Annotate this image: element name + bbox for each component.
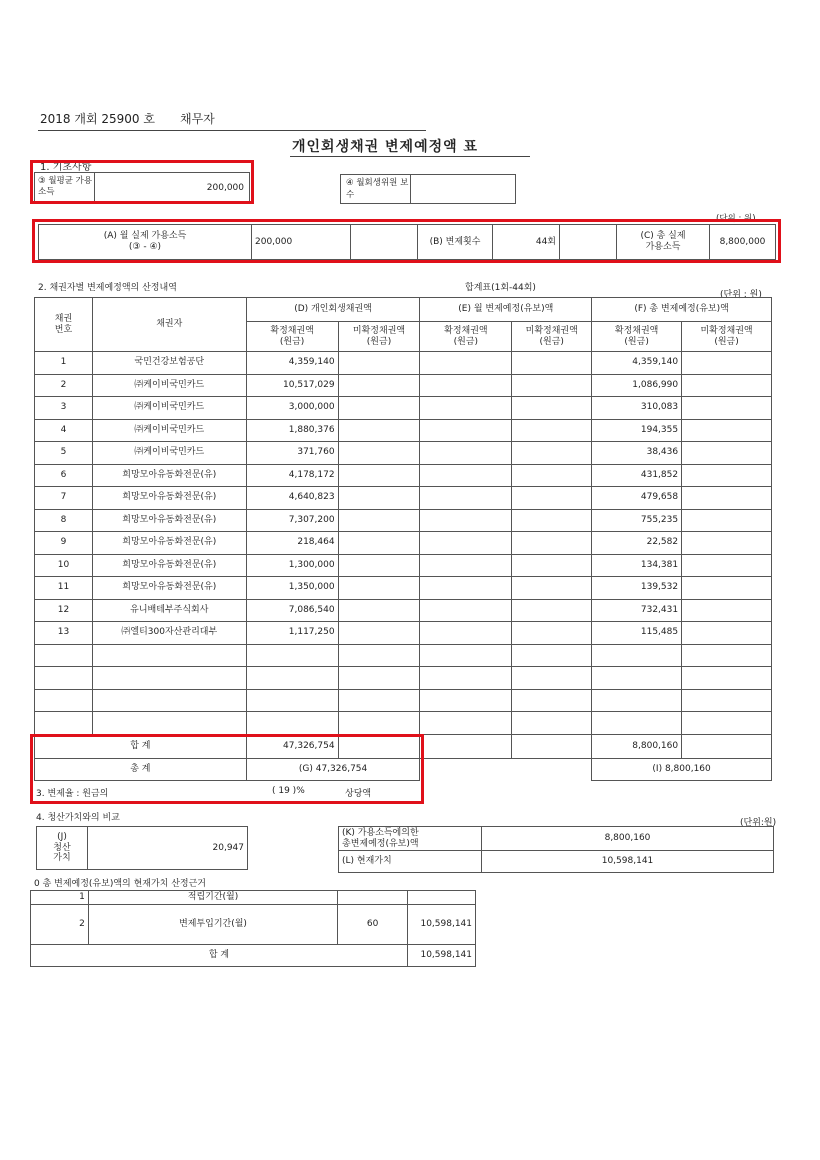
cell-col4 (420, 509, 512, 532)
sum-label: 합 계 (35, 734, 247, 758)
hdr-d-unconf-won: (원금) (366, 336, 392, 347)
cell-col4 (420, 397, 512, 420)
c-label-line1: (C) 총 실제 (640, 231, 686, 242)
cell-col5 (512, 509, 592, 532)
cell-d: 4,178,172 (246, 464, 338, 487)
total-g: (G) 47,326,754 (246, 758, 420, 780)
j-label-2: 청산 (53, 842, 71, 853)
total-i: (I) 8,800,160 (592, 758, 772, 780)
cell-f (592, 689, 682, 712)
b-blank (560, 225, 617, 260)
cell-col3 (338, 419, 420, 442)
cell-col7 (682, 487, 772, 510)
case-number: 2018 개회 25900 호 (40, 112, 155, 126)
cell-no: 1 (35, 352, 93, 375)
cell-no: 12 (35, 599, 93, 622)
hdr-d-conf: 확정채권액 (270, 325, 314, 336)
section1-unit: (단위 : 원) (716, 214, 756, 224)
table-row (35, 622, 772, 645)
cell-no (35, 644, 93, 667)
cell-col7 (682, 464, 772, 487)
l-value: 10,598,141 (482, 851, 774, 873)
pv-sum-label: 합 계 (31, 945, 408, 967)
cell-no: 2 (35, 374, 93, 397)
cell-col3 (338, 352, 420, 375)
cell-name: 희망모아유동화전문(유) (92, 487, 246, 510)
cell-col7 (682, 554, 772, 577)
cell-col5 (512, 532, 592, 555)
cell-d: 1,350,000 (246, 577, 338, 600)
a-label-line2: (③ - ④) (128, 242, 162, 252)
j-label (37, 827, 88, 870)
pv-row1-months (338, 891, 408, 905)
hdr-f-conf-won: (원금) (624, 336, 649, 347)
cell-f (592, 712, 682, 735)
hdr-e-conf-won: (원금) (453, 336, 479, 347)
cell-no (35, 712, 93, 735)
cell-col4 (420, 419, 512, 442)
table-row (35, 419, 772, 442)
cell-f (592, 644, 682, 667)
cell-f: 755,235 (592, 509, 682, 532)
cell-d (246, 712, 338, 735)
cell-name (92, 667, 246, 690)
table-row (35, 397, 772, 420)
cell-no: 3 (35, 397, 93, 420)
cell-col4 (420, 442, 512, 465)
liquidation-table (36, 826, 248, 870)
cell-f: 22,582 (592, 532, 682, 555)
cell-col3 (338, 554, 420, 577)
ratio-value: ( 19 )% (272, 786, 305, 796)
cell-col3 (338, 712, 420, 735)
cell-d: 7,086,540 (246, 599, 338, 622)
cell-d: 1,117,250 (246, 622, 338, 645)
cell-col5 (512, 689, 592, 712)
cell-f: 4,359,140 (592, 352, 682, 375)
table-row (35, 352, 772, 375)
cell-col4 (420, 374, 512, 397)
table-row (35, 599, 772, 622)
cell-no: 11 (35, 577, 93, 600)
cell-col7 (682, 712, 772, 735)
section2-unit: (단위 : 원) (720, 290, 762, 300)
pv-row1-label: 적립기간(월) (88, 891, 337, 905)
cell-col3 (338, 464, 420, 487)
page-title: 개인회생채권 변제예정액 표 (292, 139, 479, 155)
cell-d: 1,300,000 (246, 554, 338, 577)
cell-f: 115,485 (592, 622, 682, 645)
header-no (35, 298, 93, 352)
a-value: 200,000 (252, 225, 351, 260)
section4-title: 4. 청산가치와의 비교 (36, 813, 120, 823)
table-row (35, 667, 772, 690)
a-blank (351, 225, 418, 260)
cell-col4 (420, 577, 512, 600)
sum-e (420, 734, 512, 758)
cell-col7 (682, 622, 772, 645)
party-label: 채무자 (180, 112, 215, 126)
cell-col3 (338, 667, 420, 690)
cell-col4 (420, 554, 512, 577)
cell-f: 194,355 (592, 419, 682, 442)
header-e-confirmed (420, 322, 512, 352)
cell-col4 (420, 712, 512, 735)
sum-e-unconf (512, 734, 592, 758)
hdr-d-conf-won: (원금) (279, 336, 305, 347)
l-label: (L) 현재가치 (339, 851, 482, 873)
cell-name (92, 712, 246, 735)
hdr-f-conf: 확정채권액 (614, 325, 659, 336)
table-row (35, 487, 772, 510)
pv-row2-months: 60 (338, 905, 408, 945)
cell-col5 (512, 374, 592, 397)
monthly-income-divider (94, 172, 95, 202)
cell-col7 (682, 599, 772, 622)
sum-d: 47,326,754 (246, 734, 338, 758)
k-value: 8,800,160 (482, 827, 774, 851)
b-value: 44회 (493, 225, 560, 260)
cell-no (35, 667, 93, 690)
cell-f: 1,086,990 (592, 374, 682, 397)
cell-col7 (682, 509, 772, 532)
cell-col5 (512, 419, 592, 442)
cell-col7 (682, 689, 772, 712)
cell-d: 4,359,140 (246, 352, 338, 375)
table-row (35, 644, 772, 667)
title-rule (290, 156, 530, 157)
header-f-unconfirmed (682, 322, 772, 352)
cell-col4 (420, 487, 512, 510)
cell-col7 (682, 532, 772, 555)
creditor-table (34, 297, 772, 781)
trustee-fee-divider (410, 174, 411, 204)
cell-col5 (512, 352, 592, 375)
pv-row2-no: 2 (31, 905, 89, 945)
hdr-d-unconf: 미확정채권액 (352, 325, 406, 336)
cell-d: 3,000,000 (246, 397, 338, 420)
total-blank (420, 758, 592, 780)
cell-col4 (420, 689, 512, 712)
cell-col7 (682, 419, 772, 442)
pv-compare-table (338, 826, 774, 873)
section1-title: 1. 기초사항 (40, 162, 92, 173)
hdr-f-unconf-won: (원금) (714, 336, 739, 347)
cell-name: 유니배테부주식회사 (92, 599, 246, 622)
header-f: (F) 총 변제예정(유보)액 (592, 298, 772, 322)
table-row (35, 689, 772, 712)
trustee-fee-label: ④ 월회생위원 보수 (346, 178, 409, 200)
cell-name: 희망모아유동화전문(유) (92, 509, 246, 532)
cell-col3 (338, 532, 420, 555)
cell-name: 국민건강보험공단 (92, 352, 246, 375)
cell-f: 732,431 (592, 599, 682, 622)
cell-col5 (512, 622, 592, 645)
pv-row1-no: 1 (31, 891, 89, 905)
cell-d (246, 689, 338, 712)
cell-name: ㈜케이비국민카드 (92, 374, 246, 397)
cell-col3 (338, 509, 420, 532)
j-label-1: (J) (57, 831, 67, 842)
hdr-f-unconf: 미확정채권액 (700, 325, 753, 336)
cell-col3 (338, 397, 420, 420)
header-e-unconfirmed (512, 322, 592, 352)
sum-f: 8,800,160 (592, 734, 682, 758)
hdr-e-unconf-won: (원금) (539, 336, 564, 347)
cell-f: 479,658 (592, 487, 682, 510)
cell-no: 10 (35, 554, 93, 577)
cell-col3 (338, 577, 420, 600)
pv-row1-value (408, 891, 476, 905)
cell-col5 (512, 667, 592, 690)
section4-unit: (단위:원) (740, 818, 777, 828)
table-row (35, 577, 772, 600)
cell-col7 (682, 374, 772, 397)
table-row (35, 712, 772, 735)
cell-d: 1,880,376 (246, 419, 338, 442)
ratio-suffix: 상당액 (345, 789, 372, 799)
cell-name (92, 689, 246, 712)
k-label (339, 827, 482, 851)
j-label-3: 가치 (53, 853, 71, 864)
hdr-e-unconf: 미확정채권액 (525, 325, 578, 336)
hdr-e-conf: 확정채권액 (444, 325, 488, 336)
cell-no: 8 (35, 509, 93, 532)
table-row (35, 374, 772, 397)
cell-col3 (338, 689, 420, 712)
cell-col4 (420, 622, 512, 645)
cell-d: 4,640,823 (246, 487, 338, 510)
cell-no: 6 (35, 464, 93, 487)
total-label: 총 계 (35, 758, 247, 780)
cell-f: 139,532 (592, 577, 682, 600)
cell-col7 (682, 442, 772, 465)
table-row (35, 509, 772, 532)
header-d: (D) 개인회생채권액 (246, 298, 420, 322)
table-row (35, 442, 772, 465)
cell-d: 10,517,029 (246, 374, 338, 397)
cell-f: 38,436 (592, 442, 682, 465)
ratio-label: 3. 변제율 : 원금의 (36, 789, 109, 799)
cell-name: 희망모아유동화전문(유) (92, 532, 246, 555)
a-label (39, 225, 252, 260)
cell-f: 134,381 (592, 554, 682, 577)
cell-col5 (512, 644, 592, 667)
cell-col3 (338, 599, 420, 622)
a-label-line1: (A) 월 실제 가용소득 (103, 231, 187, 242)
pv-table (30, 890, 476, 967)
cell-d (246, 667, 338, 690)
cell-col7 (682, 352, 772, 375)
section2-subtitle: 합계표(1회-44회) (465, 283, 536, 293)
cell-col7 (682, 577, 772, 600)
header-no-line2: 번호 (54, 324, 73, 335)
c-label (617, 225, 710, 260)
c-value: 8,800,000 (710, 225, 776, 260)
j-value: 20,947 (88, 827, 248, 870)
cell-d (246, 644, 338, 667)
sum-f-unconf (682, 734, 772, 758)
cell-no (35, 689, 93, 712)
header-e: (E) 월 변제예정(유보)액 (420, 298, 592, 322)
table-row (35, 554, 772, 577)
cell-no: 4 (35, 419, 93, 442)
cell-name: 희망모아유동화전문(유) (92, 577, 246, 600)
cell-no: 13 (35, 622, 93, 645)
cell-f: 310,083 (592, 397, 682, 420)
cell-col3 (338, 622, 420, 645)
cell-col5 (512, 487, 592, 510)
header-rule (38, 130, 426, 131)
cell-col7 (682, 667, 772, 690)
cell-col4 (420, 464, 512, 487)
cell-no: 7 (35, 487, 93, 510)
sum-d-unconf (338, 734, 420, 758)
header-f-confirmed (592, 322, 682, 352)
cell-col7 (682, 644, 772, 667)
cell-col4 (420, 352, 512, 375)
header-creditor: 채권자 (92, 298, 246, 352)
cell-col5 (512, 599, 592, 622)
k-label-2: 총변제예정(유보)액 (342, 838, 419, 849)
cell-col7 (682, 397, 772, 420)
cell-col4 (420, 599, 512, 622)
monthly-income-value: 200,000 (206, 183, 244, 193)
cell-no: 5 (35, 442, 93, 465)
cell-col4 (420, 667, 512, 690)
cell-name: ㈜케이비국민카드 (92, 397, 246, 420)
header-d-confirmed (246, 322, 338, 352)
pv-title: 0 총 변제예정(유보)액의 현재가치 산정근거 (34, 879, 206, 889)
summary-table (38, 224, 776, 260)
cell-name (92, 644, 246, 667)
cell-col3 (338, 442, 420, 465)
cell-col3 (338, 487, 420, 510)
k-label-1: (K) 가용소득에의한 (342, 827, 419, 838)
cell-name: 희망모아유동화전문(유) (92, 464, 246, 487)
c-label-line2: 가용소득 (645, 242, 681, 252)
cell-name: ㈜엘티300자산관리대부 (92, 622, 246, 645)
table-row (35, 532, 772, 555)
header-no-line1: 채권 (54, 313, 73, 324)
cell-col5 (512, 464, 592, 487)
cell-name: ㈜케이비국민카드 (92, 419, 246, 442)
pv-sum-value: 10,598,141 (408, 945, 476, 967)
cell-name: ㈜케이비국민카드 (92, 442, 246, 465)
cell-col3 (338, 644, 420, 667)
cell-col5 (512, 577, 592, 600)
cell-f: 431,852 (592, 464, 682, 487)
cell-col5 (512, 554, 592, 577)
cell-d: 218,464 (246, 532, 338, 555)
section2-title: 2. 채권자별 변제예정액의 산정내역 (38, 283, 177, 293)
cell-name: 희망모아유동화전문(유) (92, 554, 246, 577)
monthly-income-label: ③ 월평균 가용소득 (38, 176, 93, 197)
pv-row2-label: 변제투입기간(월) (88, 905, 337, 945)
cell-col5 (512, 442, 592, 465)
cell-col3 (338, 374, 420, 397)
pv-row2-value: 10,598,141 (408, 905, 476, 945)
header-d-unconfirmed (338, 322, 420, 352)
cell-col5 (512, 712, 592, 735)
cell-f (592, 667, 682, 690)
cell-d: 7,307,200 (246, 509, 338, 532)
b-label: (B) 변제횟수 (418, 225, 493, 260)
table-row (35, 464, 772, 487)
cell-col5 (512, 397, 592, 420)
cell-d: 371,760 (246, 442, 338, 465)
cell-col4 (420, 532, 512, 555)
cell-col4 (420, 644, 512, 667)
cell-no: 9 (35, 532, 93, 555)
